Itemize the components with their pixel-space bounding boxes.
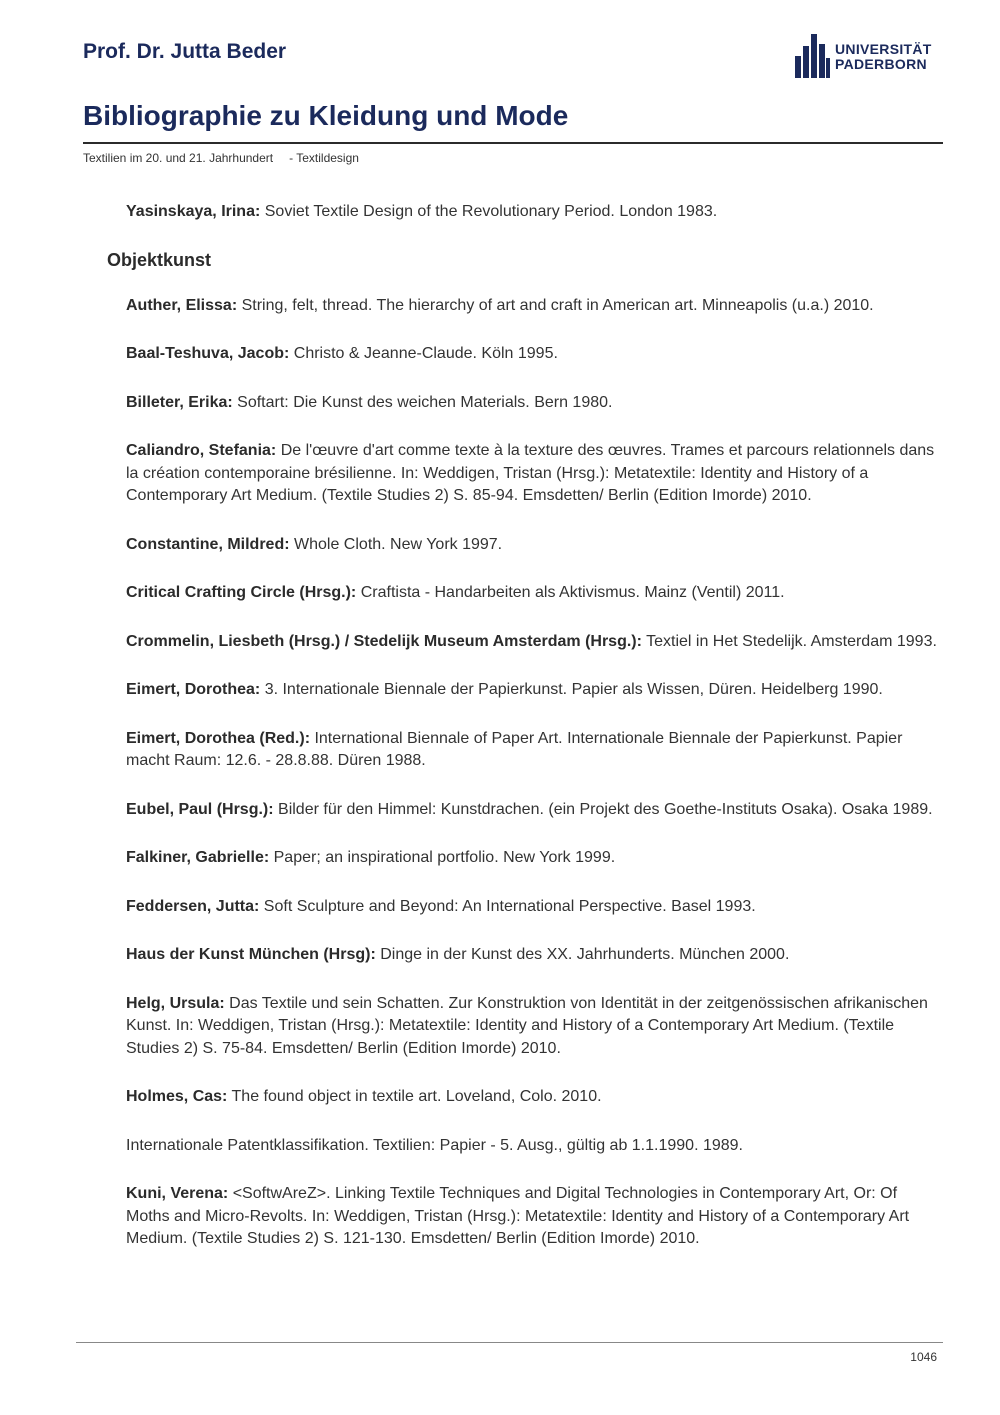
bibliography-entry [126,201,941,224]
entry-text: Paper; an inspirational portfolio. New York 1999. [269,849,616,866]
entry-text: 3. Internationale Biennale der Papierkunst. Papier als Wissen, Düren. Heidelberg 1990. [260,681,883,698]
bibliography-entry [126,295,941,318]
bibliography-entry [126,896,941,919]
entries-section [126,295,941,1251]
bibliography-entry [126,993,941,1061]
document-title: Bibliographie zu Kleidung und Mode [83,100,569,131]
document-subtitle [83,151,359,165]
entry-author: Kuni, Verena: [126,1185,229,1202]
entry-author: Haus der Kunst München (Hrsg): [126,946,376,963]
entry-author: Holmes, Cas: [126,1088,228,1105]
entry-author: Caliandro, Stefania: [126,442,277,459]
page-number: 1046 [910,1350,937,1364]
entry-author: Auther, Elissa: [126,296,238,314]
bibliography-entry [126,679,941,702]
bibliography-entry [126,799,941,822]
bibliography-entry [126,631,941,654]
entry-text: De l'œuvre d'art comme texte à la texture des œuvres. Trames et parcours relationnels dans la création contemporaine brésilienne. In: Weddigen, Tristan (Hrsg.): Metatextile: Identity and History of a Contemporary Art Medium. (Textile Studies 2) S. 85-94. Emsdetten/ Berlin (Edition Imorde) 2010. [126,442,935,504]
author-name: Prof. Dr. Jutta Beder [83,40,287,63]
entry-text: Whole Cloth. New York 1997. [289,535,503,553]
entry-text: Soviet Textile Design of the Revolutionary Period. London 1983. [260,203,718,220]
bibliography-entry [126,582,941,605]
entry-text: The found object in textile art. Loveland, Colo. 2010. [227,1088,602,1105]
entries-before-section [126,201,941,224]
bibliography-content [107,201,941,1277]
entry-author: Billeter, Erika: [126,393,233,411]
entry-text: Textiel in Het Stedelijk. Amsterdam 1993. [641,632,937,650]
bibliography-entry [126,440,941,508]
bibliography-entry [126,392,941,415]
bibliography-entry [126,1135,941,1158]
bibliography-entry [126,728,941,773]
entry-text: Soft Sculpture and Beyond: An International Perspective. Basel 1993. [259,897,756,915]
entry-author: Crommelin, Liesbeth (Hrsg.) / Stedelijk Museum Amsterdam (Hrsg.): [126,632,642,650]
bibliography-entry [126,1086,941,1109]
title-divider [83,142,943,144]
entry-author: Helg, Ursula: [126,994,225,1012]
entry-text: <SoftwAreZ>. Linking Textile Techniques and Digital Technologies in Contemporary Art, Or: Of Moths and Micro-Revolts. In: Weddigen, Tristan (Hrsg.): Metatextile: Identity and History of a Contemporary Art Medium. (Textile Studies 2) S. 121-130. Emsdetten/ Berlin (Edition Imorde) 2010. [126,1185,910,1247]
university-logo-text [835,42,932,72]
bibliography-entry [126,343,941,366]
entry-author: Yasinskaya, Irina: [126,203,261,220]
subtitle-category: - Textildesign [289,151,359,165]
university-logo-icon [795,32,831,80]
logo-line-2: PADERBORN [835,56,927,72]
entry-author: Baal-Teshuva, Jacob: [126,345,290,362]
entry-text: Das Textile und sein Schatten. Zur Konstruktion von Identität in der zeitgenössischen afrikanischen Kunst. In: Weddigen, Tristan (Hrsg.): Metatextile: Identity and History of a Contemporary Art Medium. (Textile Studies 2) S. 75-84. Emsdetten/ Berlin (Edition Imorde) 2010. [126,994,928,1057]
footer-divider [76,1342,943,1343]
bibliography-entry [126,847,941,870]
entry-text: Dinge in der Kunst des XX. Jahrhunderts. München 2000. [375,946,790,963]
entry-author: Critical Crafting Circle (Hrsg.): [126,584,357,601]
entry-text: Bilder für den Himmel: Kunstdrachen. (ein Projekt des Goethe-Instituts Osaka). Osaka 1989. [273,800,933,818]
entry-author: Eubel, Paul (Hrsg.): [126,800,274,818]
entry-author: Eimert, Dorothea (Red.): [126,729,311,747]
bibliography-entry [126,1183,941,1251]
entry-text: International Biennale of Paper Art. Internationale Biennale der Papierkunst. Papier macht Raum: 12.6. - 28.8.88. Düren 1988. [126,729,903,769]
bibliography-entry [126,534,941,557]
entry-author: Falkiner, Gabrielle: [126,849,270,866]
entry-text: Softart: Die Kunst des weichen Materials. Bern 1980. [232,393,613,411]
entry-author: Constantine, Mildred: [126,535,290,553]
bibliography-entry [126,944,941,967]
entry-text: Craftista - Handarbeiten als Aktivismus. Mainz (Ventil) 2011. [356,584,785,601]
university-logo[interactable] [795,32,935,80]
subtitle-topic: Textilien im 20. und 21. Jahrhundert [83,151,274,165]
section-heading: Objektkunst [107,249,212,270]
entry-author: Feddersen, Jutta: [126,897,260,915]
entry-text: Internationale Patentklassifikation. Textilien: Papier - 5. Ausg., gültig ab 1.1.1990. 1989. [126,1136,743,1154]
entry-text: Christo & Jeanne-Claude. Köln 1995. [289,345,558,362]
entry-author: Eimert, Dorothea: [126,681,261,698]
logo-line-1: UNIVERSITÄT [835,41,932,57]
entry-text: String, felt, thread. The hierarchy of art and craft in American art. Minneapolis (u.a.) 2010. [237,296,874,314]
